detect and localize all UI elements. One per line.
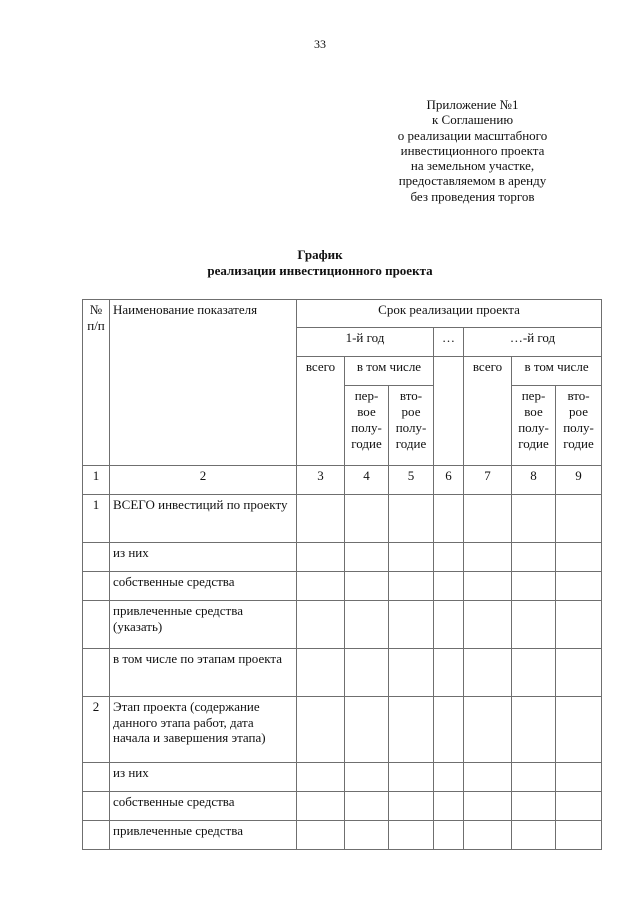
data-cell (297, 821, 345, 850)
hyphen-part: годие (518, 436, 549, 451)
data-cell (464, 649, 512, 697)
data-cell (389, 697, 434, 763)
data-cell (464, 572, 512, 601)
col-number: 6 (434, 466, 464, 495)
hyphen-part: пер- (521, 388, 546, 403)
data-cell (556, 543, 602, 572)
data-cell (297, 792, 345, 821)
data-cell (434, 763, 464, 792)
hyphen-part: полу- (351, 420, 382, 435)
row-label: ВСЕГО инвестиций по проекту (110, 495, 297, 543)
data-cell (389, 792, 434, 821)
data-cell (512, 572, 556, 601)
header-row-1 (83, 300, 602, 328)
col-number: 2 (110, 466, 297, 495)
table-row (83, 495, 602, 543)
col-number: 7 (464, 466, 512, 495)
col-number: 8 (512, 466, 556, 495)
data-cell (297, 601, 345, 649)
data-cell (434, 792, 464, 821)
hyphen-part: вто- (399, 388, 423, 403)
table-row (83, 821, 602, 850)
row-label: привлеченные средства (указать) (110, 601, 297, 649)
data-cell (512, 697, 556, 763)
row-label: из них (110, 543, 297, 572)
data-cell (345, 649, 389, 697)
hyphen-part: пер- (354, 388, 379, 403)
col-number: 1 (83, 466, 110, 495)
appendix-line: предоставляемом в аренду (398, 173, 547, 189)
data-cell (464, 763, 512, 792)
data-cell (389, 821, 434, 850)
hyphen-part: полу- (395, 420, 427, 435)
title-line-2: реализации инвестиционного проекта (207, 263, 433, 278)
data-cell (345, 792, 389, 821)
data-cell (556, 601, 602, 649)
hyphen-part: вто- (567, 388, 590, 403)
schedule-table (82, 299, 602, 850)
appendix-line: на земельном участке, (410, 158, 535, 174)
table-row (83, 763, 602, 792)
data-cell (556, 649, 602, 697)
data-cell (434, 649, 464, 697)
data-cell (297, 495, 345, 543)
row-label: Этап проекта (содержание данного этапа работ, дата начала и завершения этапа) (110, 697, 297, 763)
header-total-year-1: всего (297, 357, 345, 466)
hyphen-part: полу- (518, 420, 549, 435)
header-year-n: …-й год (464, 328, 602, 357)
row-label: собственные средства (110, 572, 297, 601)
data-cell (389, 763, 434, 792)
row-number (83, 601, 110, 649)
table-row (83, 601, 602, 649)
data-cell (556, 495, 602, 543)
data-cell (556, 697, 602, 763)
col-number: 3 (297, 466, 345, 495)
data-cell (512, 821, 556, 850)
data-cell (512, 649, 556, 697)
table-row (83, 543, 602, 572)
row-number (83, 763, 110, 792)
data-cell (464, 792, 512, 821)
data-cell (556, 572, 602, 601)
data-cell (464, 821, 512, 850)
data-cell (297, 649, 345, 697)
row-number: 2 (83, 697, 110, 763)
data-cell (297, 763, 345, 792)
data-cell (464, 601, 512, 649)
data-cell (389, 649, 434, 697)
data-cell (512, 601, 556, 649)
data-cell (297, 543, 345, 572)
header-first-half-year-n (512, 386, 556, 466)
row-number (83, 572, 110, 601)
hyphen-part: годие (563, 436, 594, 451)
data-cell (345, 601, 389, 649)
data-cell (345, 495, 389, 543)
hyphen-part: годие (351, 436, 382, 451)
data-cell (434, 697, 464, 763)
row-number: 1 (83, 495, 110, 543)
data-cell (434, 543, 464, 572)
data-cell (345, 697, 389, 763)
data-cell (434, 821, 464, 850)
row-label: привлеченные средства (110, 821, 297, 850)
row-number (83, 649, 110, 697)
col-number: 5 (389, 466, 434, 495)
data-cell (389, 601, 434, 649)
header-incl-year-1: в том числе (345, 357, 434, 386)
data-cell (345, 821, 389, 850)
data-cell (389, 543, 434, 572)
data-cell (512, 763, 556, 792)
data-cell (345, 572, 389, 601)
header-first-half-year-1 (345, 386, 389, 466)
row-number (83, 821, 110, 850)
hyphen-part: вое (357, 404, 376, 419)
appendix-line: о реализации масштабного (397, 127, 548, 143)
data-cell (512, 543, 556, 572)
data-cell (464, 495, 512, 543)
header-incl-year-n: в том числе (512, 357, 602, 386)
data-cell (512, 792, 556, 821)
data-cell (556, 821, 602, 850)
header-period: Срок реализации проекта (297, 300, 602, 328)
table-row (83, 792, 602, 821)
header-year-1: 1-й год (297, 328, 434, 357)
hyphen-part: рое (569, 404, 588, 419)
row-label: собственные средства (110, 792, 297, 821)
row-number (83, 792, 110, 821)
appendix-line: инвестиционного проекта (400, 142, 545, 158)
data-cell (556, 763, 602, 792)
column-number-row (83, 466, 602, 495)
table-row (83, 697, 602, 763)
row-number (83, 543, 110, 572)
data-cell (464, 543, 512, 572)
header-ellipsis: … (434, 328, 464, 357)
data-cell (345, 763, 389, 792)
appendix-line: без проведения торгов (410, 188, 535, 204)
header-second-half-year-1 (389, 386, 434, 466)
data-cell (389, 572, 434, 601)
hyphen-part: полу- (563, 420, 594, 435)
col-number: 4 (345, 466, 389, 495)
data-cell (345, 543, 389, 572)
col-number: 9 (556, 466, 602, 495)
data-cell (389, 495, 434, 543)
data-cell (556, 792, 602, 821)
data-cell (297, 697, 345, 763)
row-label: из них (110, 763, 297, 792)
appendix-heading (345, 97, 600, 204)
header-second-half-year-n (556, 386, 602, 466)
appendix-line: к Соглашению (431, 112, 514, 128)
header-indicator: Наименование показателя (110, 300, 297, 466)
appendix-line: Приложение №1 (426, 97, 519, 112)
data-cell (297, 572, 345, 601)
table-row (83, 649, 602, 697)
row-label: в том числе по этапам проекта (110, 649, 297, 697)
data-cell (434, 601, 464, 649)
hyphen-part: годие (395, 436, 427, 451)
title-line-1: График (297, 247, 343, 262)
document-title (0, 247, 640, 279)
header-total-year-n: всего (464, 357, 512, 466)
data-cell (434, 572, 464, 601)
table-row (83, 572, 602, 601)
data-cell (434, 495, 464, 543)
header-ellipsis-cell (434, 357, 464, 466)
page-number: 33 (314, 37, 326, 51)
hyphen-part: рое (401, 404, 421, 419)
hyphen-part: вое (524, 404, 543, 419)
data-cell (464, 697, 512, 763)
data-cell (512, 495, 556, 543)
header-num: № п/п (83, 300, 110, 466)
